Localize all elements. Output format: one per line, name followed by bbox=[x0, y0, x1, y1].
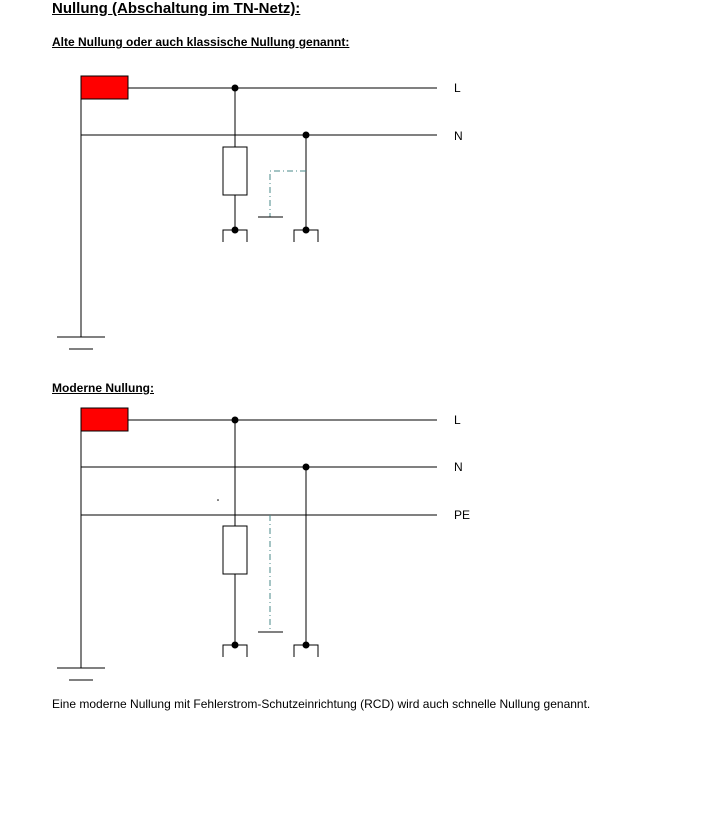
power-source-box bbox=[81, 408, 128, 431]
fuse-symbol bbox=[223, 526, 247, 574]
stray-dot bbox=[217, 499, 219, 501]
label-n: N bbox=[454, 460, 463, 474]
caption: Eine moderne Nullung mit Fehlerstrom-Schutzeinrichtung (RCD) wird auch schnelle Nullung genannt. bbox=[52, 697, 591, 711]
housing-dashed-line bbox=[270, 171, 306, 217]
modern-heading: Moderne Nullung: bbox=[52, 381, 154, 395]
label-pe: PE bbox=[454, 508, 471, 522]
fuse-symbol bbox=[223, 147, 247, 195]
power-source-box bbox=[81, 76, 128, 99]
modern-nullung-diagram bbox=[0, 400, 701, 690]
label-l: L bbox=[454, 413, 461, 427]
classic-heading: Alte Nullung oder auch klassische Nullung genannt: bbox=[52, 35, 350, 49]
label-l: L bbox=[454, 81, 461, 95]
label-n: N bbox=[454, 129, 463, 143]
classic-nullung-diagram bbox=[0, 60, 701, 360]
page-title: Nullung (Abschaltung im TN-Netz): bbox=[52, 0, 301, 17]
